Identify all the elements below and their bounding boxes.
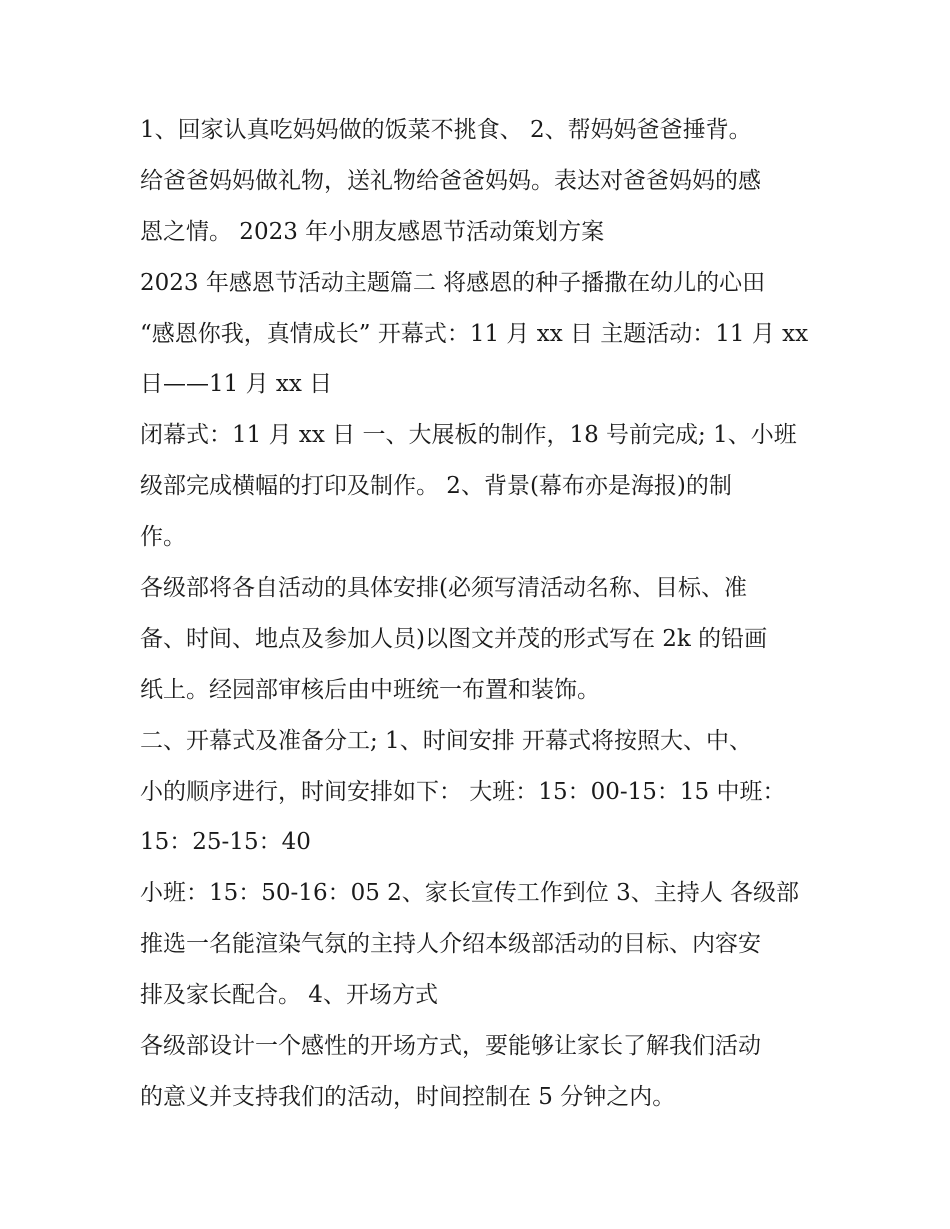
text-line: 排及家长配合。 4、开场方式	[140, 982, 438, 1009]
text-line: 二、开幕式及准备分工; 1、时间安排 开幕式将按照大、中、	[140, 727, 753, 754]
text-line: 15：25-15：40	[140, 829, 311, 856]
text-line: 各级部将各自活动的具体安排(必须写清活动名称、目标、准	[140, 575, 747, 602]
text-line: 1、回家认真吃妈妈做的饭菜不挑食、 2、帮妈妈爸爸捶背。	[140, 117, 752, 143]
text-line: 级部完成横幅的打印及制作。 2、背景(幕布亦是海报)的制	[140, 473, 732, 500]
text-line: 各级部设计一个感性的开场方式，要能够让家长了解我们活动	[140, 1033, 761, 1060]
text-line: 的意义并支持我们的活动，时间控制在 5 分钟之内。	[140, 1083, 676, 1110]
text-line: 小班：15：50-16：05 2、家长宣传工作到位 3、主持人 各级部	[140, 880, 800, 907]
text-line: “感恩你我，真情成长” 开幕式：11 月 xx 日 主题活动：11 月 xx	[140, 320, 809, 347]
text-line: 作。	[140, 524, 186, 551]
body-text	[140, 105, 830, 1123]
text-line: 小的顺序进行，时间安排如下： 大班：15：00-15：15 中班：	[140, 778, 786, 805]
text-line: 给爸爸妈妈做礼物，送礼物给爸爸妈妈。表达对爸爸妈妈的感	[140, 167, 761, 194]
text-line: 备、时间、地点及参加人员)以图文并茂的形式写在 2k 的铅画	[140, 625, 768, 652]
text-line: 闭幕式：11 月 xx 日 一、大展板的制作，18 号前完成; 1、小班	[140, 422, 797, 449]
text-line: 恩之情。 2023 年小朋友感恩节活动策划方案	[140, 218, 605, 245]
text-line: 纸上。经园部审核后由中班统一布置和装饰。	[140, 676, 600, 703]
text-line: 日——11 月 xx 日	[140, 371, 333, 398]
text-line: 2023 年感恩节活动主题篇二 将感恩的种子播撒在幼儿的心田	[140, 269, 766, 296]
text-line: 推选一名能渲染气氛的主持人介绍本级部活动的目标、内容安	[140, 931, 761, 958]
